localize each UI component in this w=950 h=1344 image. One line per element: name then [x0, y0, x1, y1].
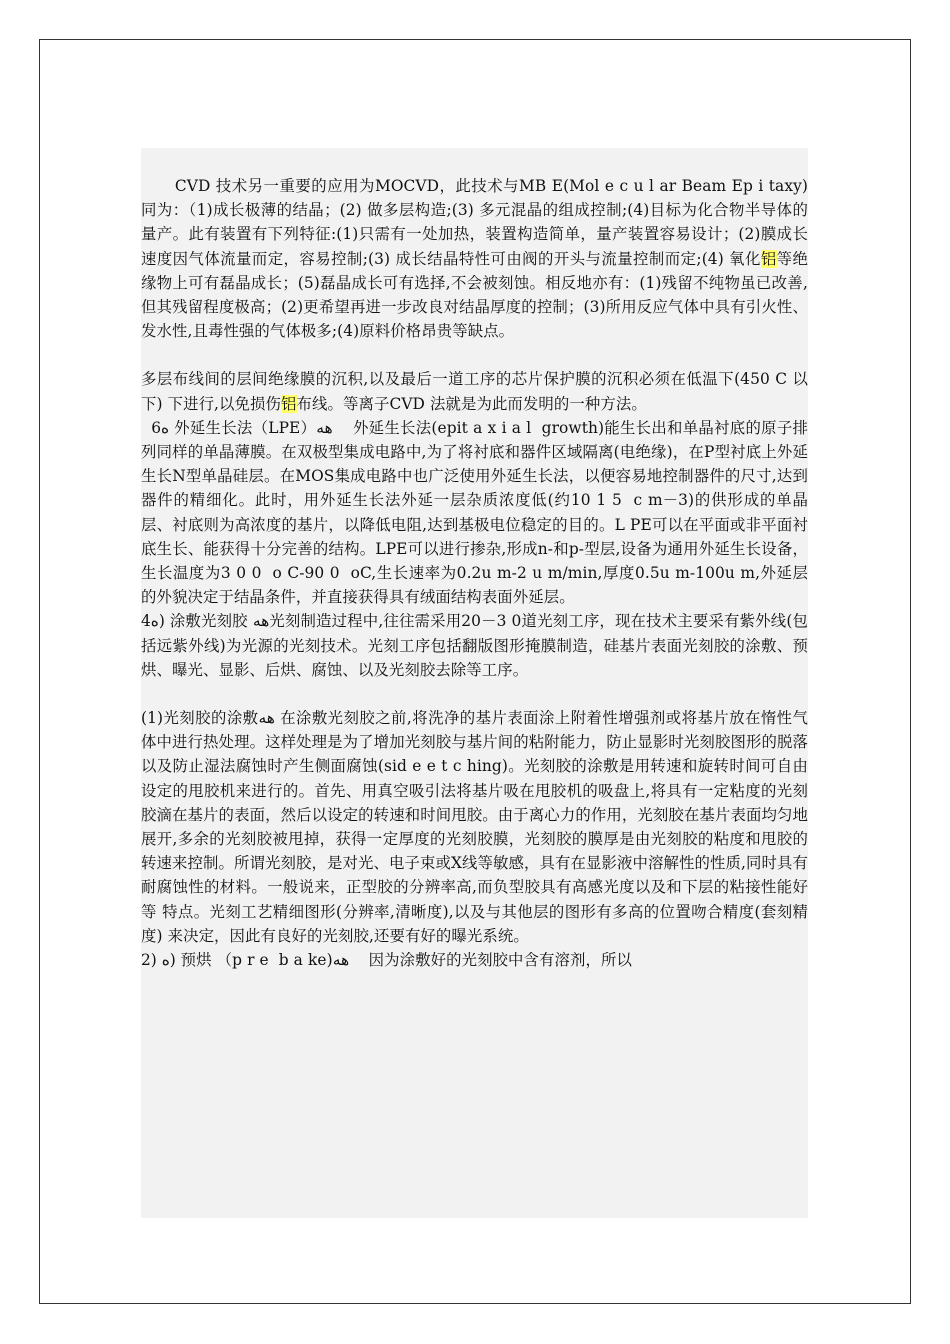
- highlight-aluminum: 铝: [760, 249, 777, 268]
- paragraph-plasma-cvd-tail: 布线。等离子CVD 法就是为此而发明的一种方法。: [296, 394, 647, 413]
- paragraph-prebake: 2) ه) 预烘 （p r e b a ke)هه 因为涂敷好的光刻胶中含有溶剂，所以: [141, 951, 632, 970]
- paragraph-epitaxy: 6ه 外延生长法（LPE）هه 外延生长法(epit a x i a l growth)能生长出和单晶衬底的原子排列同样的单晶薄膜。在双极型集成电路中,为了将衬底和器件区域隔离(电绝缘)，在P型衬底上外延生长N型单晶硅层。在MOS集成电路中也广泛使用外延生长法，以便容易地控制器件的尺寸,达到器件的精细化。此时，用外延生长法外延一层杂质浓度低(约10 1 5 c m－3)的供形成的单晶层、衬底则为高浓度的基片，以降低电阻,达到基极电位稳定的目的。L PE可以在平面或非平面衬底生长、能获得十分完善的结构。LPE可以进行掺杂,形成n-和p-型层,设备为通用外延生长设备，生长温度为3 0 0 o C-90 0 oC,生长速率为0.2u m-2 u m/min,厚度0.5u m-100u m,外延层的外貌决定于结晶条件，并直接获得具有绒面结构表面外延层。: [141, 418, 808, 607]
- paragraph-mocvd-text: CVD 技术另一重要的应用为MOCVD，此技术与MB E(Mol e c u l ar Beam Ep i taxy) 同为：（1)成长极薄的结晶；(2) 做多层构造;(3) 多元混晶的组成控制;(4)目标为化合物半导体的量产。此有装置有下列特征:(1)只需有一处加热，装置构造简单，量产装置容易设计；(2)膜成长速度因气体流量而定，容易控制;(3) 成长结晶特性可由阀的开头与流量控制而定;(4) 氧化: [141, 177, 808, 268]
- highlight-aluminum: 铝: [281, 394, 297, 413]
- paragraph-resist-application: (1)光刻胶的涂敷هه 在涂敷光刻胶之前,将洗净的基片表面涂上附着性增强剂或将基片放在惰性气体中进行热处理。这样处理是为了增加光刻胶与基片间的粘附能力，防止显影时光刻胶图形的脱落以及防止湿法腐蚀时产生侧面腐蚀(sid e e t c hing)。光刻胶的涂敷是用转速和旋转时间可自由设定的甩胶机来进行的。首先、用真空吸引法将基片吸在甩胶机的吸盘上,将具有一定粘度的光刻胶滴在基片的表面，然后以设定的转速和时间甩胶。由于离心力的作用，光刻胶在基片表面均匀地展开,多余的光刻胶被甩掉，获得一定厚度的光刻胶膜，光刻胶的膜厚是由光刻胶的粘度和甩胶的转速来控制。所谓光刻胶，是对光、电子束或X线等敏感，具有在显影液中溶解性的性质,同时具有耐腐蚀性的材料。一般说来，正型胶的分辨率高,而负型胶具有高感光度以及和下层的粘接性能好等 特点。光刻工艺精细图形(分辨率,清晰度),以及与其他层的图形有多高的位置吻合精度(套刻精度) 来决定，因此有良好的光刻胶,还要有好的曝光系统。: [141, 709, 808, 945]
- paragraph-plasma-cvd-text: 多层布线间的层间绝缘膜的沉积,以及最后一道工序的芯片保护膜的沉积必须在低温下(450 C 以下) 下进行,以免损伤: [141, 370, 808, 413]
- paragraph-gap: [141, 343, 808, 367]
- paragraph-mocvd: [141, 148, 808, 343]
- paragraph-photoresist-coating: 4ه) 涂敷光刻胶 هه光刻制造过程中,往往需采用20－3 0道光刻工序，现在技术主要采有紫外线(包括远紫外线)为光源的光刻技术。光刻工序包括翻版图形掩膜制造，硅基片表面光刻胶的涂敷、预烘、曝光、显影、后烘、腐蚀、以及光刻胶去除等工序。: [141, 612, 808, 679]
- paragraph-mocvd-tail: 等绝缘物上可有磊晶成长；(5)磊晶成长可有选择,不会被刻蚀。相反地亦有：(1)残留不纯物虽已改善,但其残留程度极高；(2)更希望再进一步改良对结晶厚度的控制；(3)所用反应气体中具有引火性、发水性,且毒性强的气体极多;(4)原料价格昂贵等缺点。: [141, 249, 808, 341]
- document-body: [141, 148, 808, 1218]
- paragraph-plasma-cvd: [141, 367, 808, 415]
- paragraph-gap: [141, 682, 808, 706]
